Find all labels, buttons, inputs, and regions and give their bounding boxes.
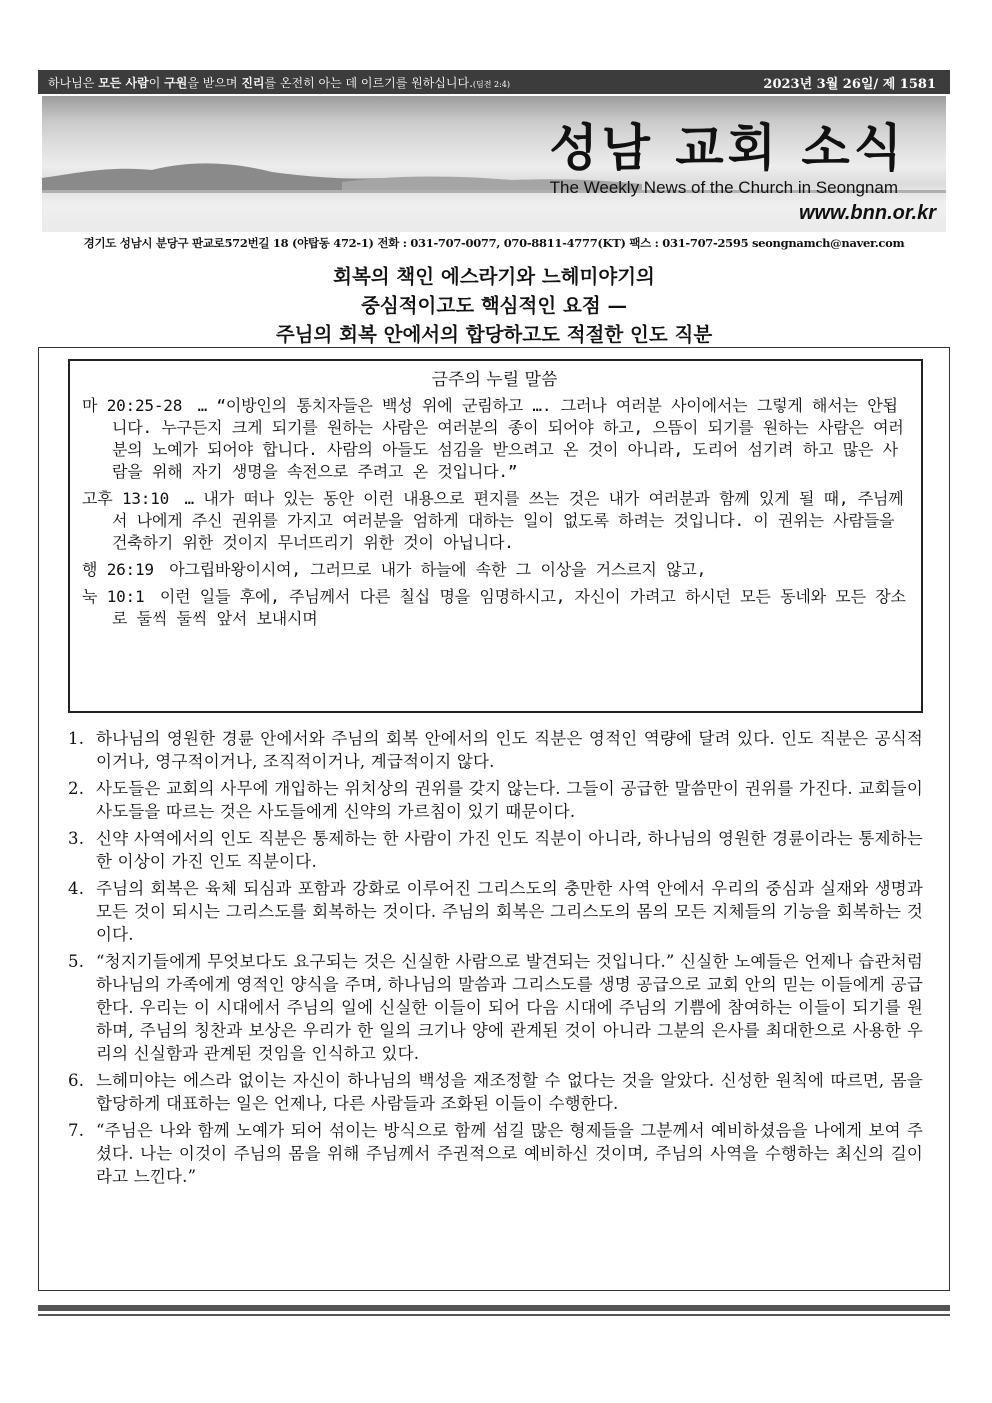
motto-part: 하나님은 [48,75,99,90]
point-number: 3. [68,829,85,848]
point-text: 느헤미야는 에스라 없이는 자신이 하나님의 백성을 재조정할 수 없다는 것을 알았다. 신성한 원칙에 따르면, 몸을 합당하게 대표하는 일은 언제나, 다른 사람들과 조화된 이들이 수행한다. [96,1071,923,1113]
verse-reference: 고후 13:10 [82,489,170,508]
issue-date: 2023년 3월 26일/ 제 1581 [763,76,936,92]
verse-reference: 마 20:25-28 [82,396,183,415]
footer-rule-thin [38,1314,950,1316]
verse-list [82,395,907,630]
point-item [68,1119,923,1188]
point-text: 하나님의 영원한 경륜 안에서와 주님의 회복 안에서의 인도 직분은 영적인 역량에 달려 있다. 인도 직분은 공식적이거나, 영구적이거나, 조직적이거나, 계급적이지 않다. [96,729,923,771]
masthead-banner [42,96,946,232]
verse-text: … “이방인의 통치자들은 백성 위에 군림하고 …. 그러나 여러분 사이에서는 그렇게 해서는 안됩니다. 누구든지 크게 되기를 원하는 사람은 여러분의 종이 되어야 하고, 으뜸이 되기를 원하는 사람은 여러분의 노예가 되어야 합니다. 사람의 아들도 섬김을 받으려고 온 것이 아니라, 도리어 섬기려 하고 많은 사람을 위해 자기 생명을 속전으로 주려고 온 것입니다.” [112,396,904,481]
point-item [68,727,923,773]
scripture-box [68,359,923,713]
verse-item [82,559,907,581]
motto-text [48,76,473,90]
footer-rule [38,1305,950,1311]
verse-item [82,586,907,630]
motto-part: 을 받으며 [187,75,242,90]
verse-text: … 내가 떠나 있는 동안 이런 내용으로 편지를 쓰는 것은 내가 여러분과 함께 있게 될 때, 주님께서 나에게 주신 권위를 가지고 여러분을 엄하게 대하는 일이 없도록 하려는 것입니다. 이 권위는 사람들을 건축하기 위한 것이지 무너뜨리기 위한 것이 아닙니다. [112,489,904,552]
motto-part: 진리 [241,75,265,90]
verse-text: 이런 일들 후에, 주님께서 다른 칠십 명을 임명하시고, 자신이 가려고 하시던 모든 동네와 모든 장소로 둘씩 둘씩 앞서 보내시며 [112,587,906,628]
verse-item [82,488,907,554]
headline-line-3: 주님의 회복 안에서의 합당하고도 적절한 인도 직분 [275,323,713,346]
headline [38,262,950,349]
contact-info: 경기도 성남시 분당구 판교로572번길 18 (야탑동 472-1) 전화 : 031-707-0077, 070-8811-4777(KT) 팩스 : 031-707-2595 seongnamch@naver.com [83,236,905,250]
verse-text: 아그립바왕이시여, 그러므로 내가 하늘에 속한 그 이상을 거스르지 않고, [159,560,707,579]
point-number: 5. [68,952,85,971]
verse-reference: 눅 10:1 [82,587,145,606]
headline-line-2: 중심적이고도 핵심적인 요점 — [361,294,627,317]
point-item [68,877,923,946]
point-text: 사도들은 교회의 사무에 개입하는 위치상의 권위를 갖지 않는다. 그들이 공급한 말씀만이 권위를 가진다. 교회들이 사도들을 따르는 것은 사도들에게 신약의 가르침이 있기 때문이다. [96,779,923,821]
newsletter-title: 성남 교회 소식 [549,118,906,177]
point-item [68,950,923,1065]
website-link[interactable]: www.bnn.or.kr [798,202,936,224]
motto-part: 를 온전히 아는 데 이르기를 원하십니다. [264,75,473,90]
point-item [68,1069,923,1115]
point-number: 1. [68,729,85,748]
motto [48,74,510,91]
verse-item [82,395,907,483]
verse-reference: 행 26:19 [82,560,154,579]
point-list [68,727,923,1192]
scripture-heading: 금주의 누릴 말씀 [431,370,558,390]
motto-reference: (딤전 2:4) [472,79,511,89]
point-number: 2. [68,779,85,798]
point-number: 6. [68,1071,85,1090]
point-item [68,777,923,823]
point-text: 신약 사역에서의 인도 직분은 통제하는 한 사람이 가진 인도 직분이 아니라, 하나님의 영원한 경륜이라는 통제하는 한 이상이 가진 인도 직분이다. [96,829,923,871]
point-item [68,827,923,873]
headline-line-1: 회복의 책인 에스라기와 느헤미야기의 [333,265,655,288]
motto-part: 이 [148,75,165,90]
point-text: 주님의 회복은 육체 되심과 포함과 강화로 이루어진 그리스도의 충만한 사역 안에서 우리의 중심과 실재와 생명과 모든 것이 되시는 그리스도를 회복하는 것이다. 주님의 회복은 그리스도의 몸의 모든 지체들의 기능을 회복하는 것이다. [96,879,923,944]
motto-part: 구원 [164,75,188,90]
point-text: “청지기들에게 무엇보다도 요구되는 것은 신실한 사람으로 발견되는 것입니다.” 신실한 노예들은 언제나 습관처럼 하나님의 가족에게 영적인 양식을 주며, 하나님의 말씀과 그리스도를 생명 공급으로 교회 안의 믿는 이들에게 공급한다. 우리는 이 시대에서 주님의 일에 신실한 이들이 되어 다음 시대에 주님의 기쁨에 참여하는 이들이 되기를 원하며, 주님의 칭찬과 보상은 우리가 한 일의 크기나 양에 관계된 것이 아니라 그분의 은사를 최대한으로 사용한 우리의 신실함과 관계된 것임을 인식하고 있다. [96,952,923,1063]
header-bar [38,70,950,94]
point-number: 4. [68,879,85,898]
motto-part: 모든 사람 [98,75,149,90]
newsletter-subtitle: The Weekly News of the Church in Seongnam [549,178,898,197]
point-number: 7. [68,1121,85,1140]
point-text: “주님은 나와 함께 노예가 되어 섞이는 방식으로 함께 섬길 많은 형제들을 그분께서 예비하셨음을 나에게 보여 주셨다. 나는 이것이 주님의 몸을 위해 주님께서 주권적으로 예비하신 것이며, 주님의 사역을 수행하는 최신의 길이라고 느낀다.” [96,1121,923,1186]
